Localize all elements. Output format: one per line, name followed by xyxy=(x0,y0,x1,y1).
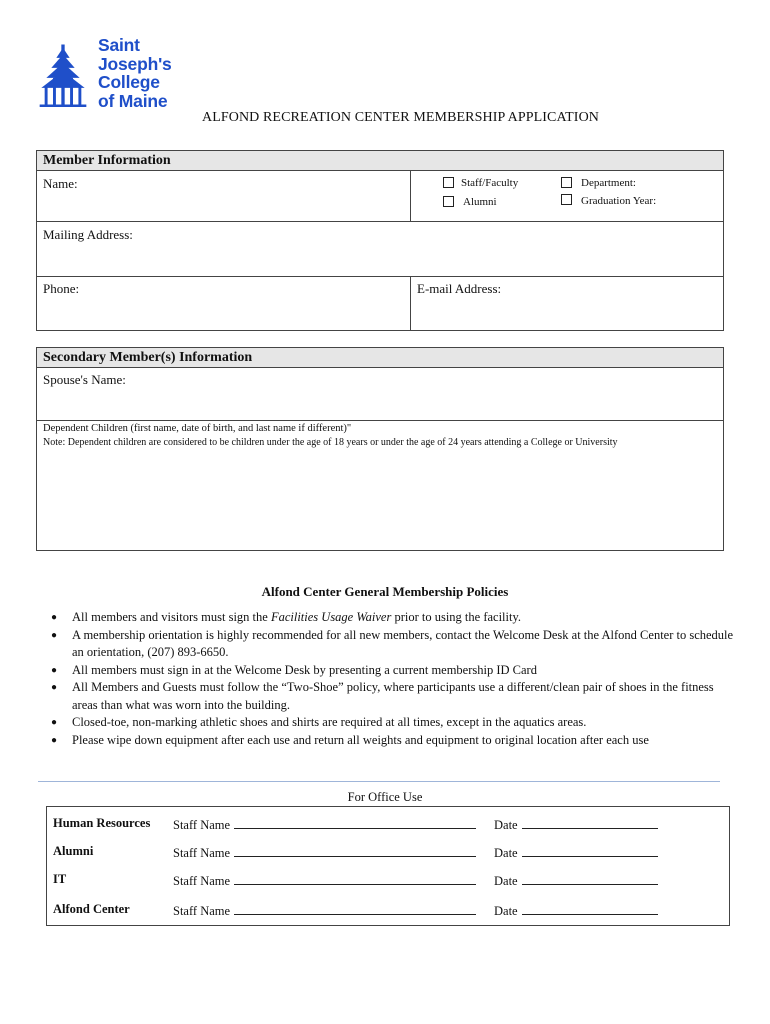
staff-name-label: Staff Name xyxy=(173,818,231,832)
staff-name-field[interactable] xyxy=(173,844,476,861)
staff-faculty-label: Staff/Faculty xyxy=(461,177,519,189)
policy-text: All Members and Guests must follow the “Two-Shoe” policy, where participants use a different/clean pair of shoes in the fitness areas than what was worn into the building. xyxy=(72,680,714,712)
policies-title: Alfond Center General Membership Policies xyxy=(261,584,509,599)
office-use-table xyxy=(46,806,730,926)
department-label: Department: xyxy=(581,177,636,189)
email-field[interactable] xyxy=(417,297,717,327)
policy-item: ● All members and visitors must sign the Facilities Usage Waiver prior to using the facility. xyxy=(51,610,522,624)
section-heading: Secondary Member(s) Information xyxy=(37,348,723,368)
dependent-children-label: Dependent Children (first name, date of birth, and last name if different)" xyxy=(43,423,352,434)
date-field[interactable] xyxy=(494,844,658,861)
college-logo-tree-icon xyxy=(38,40,88,114)
logo-line: Joseph's xyxy=(98,53,172,74)
alumni-label: Alumni xyxy=(463,196,497,208)
date-label: Date xyxy=(494,874,518,888)
staff-name-field[interactable] xyxy=(173,872,476,889)
phone-label: Phone: xyxy=(43,281,80,296)
logo-line: of Maine xyxy=(98,90,168,111)
policy-text: A membership orientation is highly recommended for all new members, contact the Welcome Desk at the Alfond Center to schedule an orientation, (207) 893-6650. xyxy=(72,627,734,659)
department-name: Human Resources xyxy=(53,816,151,830)
department-name: IT xyxy=(53,872,67,886)
office-row xyxy=(47,844,729,864)
policy-item: ● All members must sign in at the Welcome Desk by presenting a current membership ID Card xyxy=(51,662,537,677)
office-use-title: For Office Use xyxy=(347,790,423,804)
mailing-address-field[interactable] xyxy=(43,243,713,273)
date-label: Date xyxy=(494,846,518,860)
policy-item: ● Please wipe down equipment after each use and return all weights and equipment to original location after each use xyxy=(51,732,649,747)
date-field[interactable] xyxy=(494,902,658,919)
dependent-children-field[interactable] xyxy=(43,454,713,546)
logo-line: College xyxy=(98,72,160,92)
name-label: Name: xyxy=(43,176,78,191)
policy-text: All members must sign in at the Welcome Desk by presenting a current membership ID Card xyxy=(72,662,537,677)
staff-name-field[interactable] xyxy=(173,902,476,919)
form-title: ALFOND RECREATION CENTER MEMBERSHIP APPLICATION xyxy=(202,110,599,125)
policy-item: ● All Members and Guests must follow the “Two-Shoe” policy, where participants use a different/clean pair of shoes in the fitness areas than what was worn into the building. xyxy=(51,680,714,712)
office-row xyxy=(47,872,729,892)
policy-text: Closed-toe, non-marking athletic shoes and shirts are required at all times, except in the aquatics areas. xyxy=(72,715,587,729)
member-information-section xyxy=(36,150,724,331)
alumni-checkbox[interactable] xyxy=(443,196,454,207)
staff-name-label: Staff Name xyxy=(173,846,231,860)
department-name: Alfond Center xyxy=(53,902,130,916)
date-field[interactable] xyxy=(494,816,658,833)
policy-text: Please wipe down equipment after each use and return all weights and equipment to original location after each use xyxy=(72,732,649,747)
graduation-year-checkbox[interactable] xyxy=(561,194,572,205)
date-field[interactable] xyxy=(494,872,658,889)
graduation-year-label: Graduation Year: xyxy=(581,195,657,207)
logo-line: Saint xyxy=(98,35,140,55)
office-row xyxy=(47,816,729,836)
staff-faculty-checkbox[interactable] xyxy=(443,177,454,188)
waiver-title: Facilities Usage Waiver xyxy=(270,610,392,624)
department-checkbox[interactable] xyxy=(561,177,572,188)
spouse-name-label: Spouse's Name: xyxy=(43,372,126,387)
section-heading: Member Information xyxy=(37,151,723,171)
mailing-address-label: Mailing Address: xyxy=(43,227,133,242)
policies-list xyxy=(46,609,736,749)
spouse-name-field[interactable] xyxy=(43,388,713,416)
policy-text: All members and visitors must sign the xyxy=(72,610,271,624)
staff-name-field[interactable] xyxy=(173,816,476,833)
policy-item: ● A membership orientation is highly recommended for all new members, contact the Welcome Desk at the Alfond Center to schedule an orientation, (207) 893-6650. xyxy=(51,627,734,659)
department-name: Alumni xyxy=(53,844,94,858)
staff-name-label: Staff Name xyxy=(173,874,231,888)
divider-line xyxy=(38,781,720,782)
phone-field[interactable] xyxy=(43,297,403,327)
policy-text: prior to using the facility. xyxy=(391,610,522,624)
date-label: Date xyxy=(494,904,518,918)
staff-name-label: Staff Name xyxy=(173,904,231,918)
name-field[interactable] xyxy=(43,193,403,217)
college-logo-wordmark xyxy=(98,36,172,110)
email-label: E-mail Address: xyxy=(417,281,502,296)
secondary-members-section xyxy=(36,347,724,551)
policy-item: ● Closed-toe, non-marking athletic shoes and shirts are required at all times, except in the aquatics areas. xyxy=(51,715,587,729)
office-row xyxy=(47,902,729,922)
dependent-children-note: Note: Dependent children are considered to be children under the age of 18 years or under the age of 24 years attending a College or University xyxy=(43,437,618,448)
date-label: Date xyxy=(494,818,518,832)
